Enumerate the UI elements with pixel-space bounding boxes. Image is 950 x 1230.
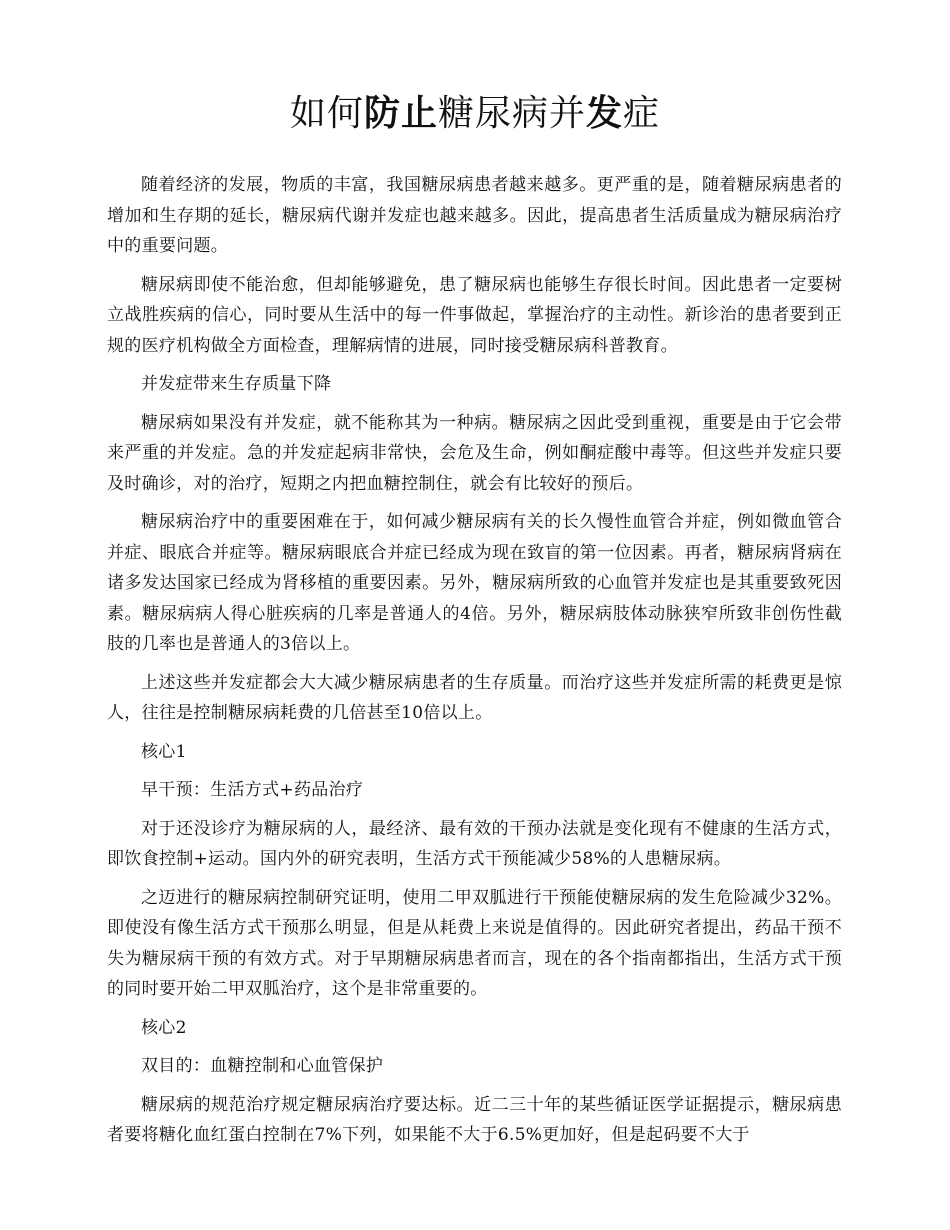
paragraph-cost: 上述这些并发症都会大大减少糖尿病患者的生存质量。而治疗这些并发症所需的耗费更是惊人，往往是控制糖尿病耗费的几倍甚至10倍以上。 [107,672,842,723]
section-heading-core-2: 核心2 [141,1017,187,1038]
paragraph-targets: 糖尿病的规范治疗规定糖尿病治疗要达标。近二三十年的某些循证医学证据提示，糖尿病患者要将糖化血红蛋白控制在7%下列，如果能不大于6.5%更加好，但是起码要不大于 [107,1094,842,1145]
paragraph-lifestyle: 对于还没诊疗为糖尿病的人，最经济、最有效的干预办法就是变化现有不健康的生活方式，即饮食控制+运动。国内外的研究表明，生活方式干预能减少58%的人患糖尿病。 [107,818,842,869]
paragraph-chronic-complications: 糖尿病治疗中的重要困难在于，如何减少糖尿病有关的长久慢性血管合并症，例如微血管合并症、眼底合并症等。糖尿病眼底合并症已经成为现在致盲的第一位因素。再者，糖尿病肾病在诸多发达国家已经成为肾移植的重要因素。另外，糖尿病所致的心血管并发症也是其重要致死因素。糖尿病病人得心脏疾病的几率是普通人的4倍。另外，糖尿病肢体动脉狭窄所致非创伤性截肢的几率也是普通人的3倍以上。 [107,512,842,654]
subheading-dual-goals: 双目的：血糖控制和心血管保护 [141,1056,384,1076]
paragraph-metformin: 之迈进行的糖尿病控制研究证明，使用二甲双胍进行干预能使糖尿病的发生危险减少32%。即使没有像生活方式干预那么明显，但是从耗费上来说是值得的。因此研究者提出，药品干预不失为糖尿病干预的有效方式。对于早期糖尿病患者而言，现在的各个指南都指出，生活方式干预的同时要开始二甲双胍治疗，这个是非常重要的。 [107,887,842,999]
title-part-bold: 防止 [363,93,438,134]
title-part: 如何 [289,93,364,134]
title-part: 症 [623,93,661,134]
section-heading-core-1: 核心1 [141,741,187,762]
title-part-bold: 发 [586,93,624,134]
paragraph-prevention: 糖尿病即使不能治愈，但却能够避免，患了糖尿病也能够生存很长时间。因此患者一定要树立战胜疾病的信心，同时要从生活中的每一件事做起，掌握治疗的主动性。新诊治的患者要到正规的医疗机构做全方面检查，理解病情的进展，同时接受糖尿病科普教育。 [107,274,842,356]
title-part: 糖尿病并 [437,93,586,134]
section-heading-complications: 并发症带来生存质量下降 [141,374,332,394]
document-body [107,170,842,1159]
paragraph-acute-complications: 糖尿病如果没有并发症，就不能称其为一种病。糖尿病之因此受到重视，重要是由于它会带来严重的并发症。急的并发症起病非常快，会危及生命，例如酮症酸中毒等。但这些并发症只要及时确诊，对的治疗，短期之内把血糖控制住，就会有比较好的预后。 [107,412,842,494]
paragraph-intro: 随着经济的发展，物质的丰富，我国糖尿病患者越来越多。更严重的是，随着糖尿病患者的增加和生存期的延长，糖尿病代谢并发症也越来越多。因此，提高患者生活质量成为糖尿病治疗中的重要问题。 [107,175,842,256]
subheading-early-intervention: 早干预：生活方式+药品治疗 [141,780,364,800]
page-title [0,88,950,140]
